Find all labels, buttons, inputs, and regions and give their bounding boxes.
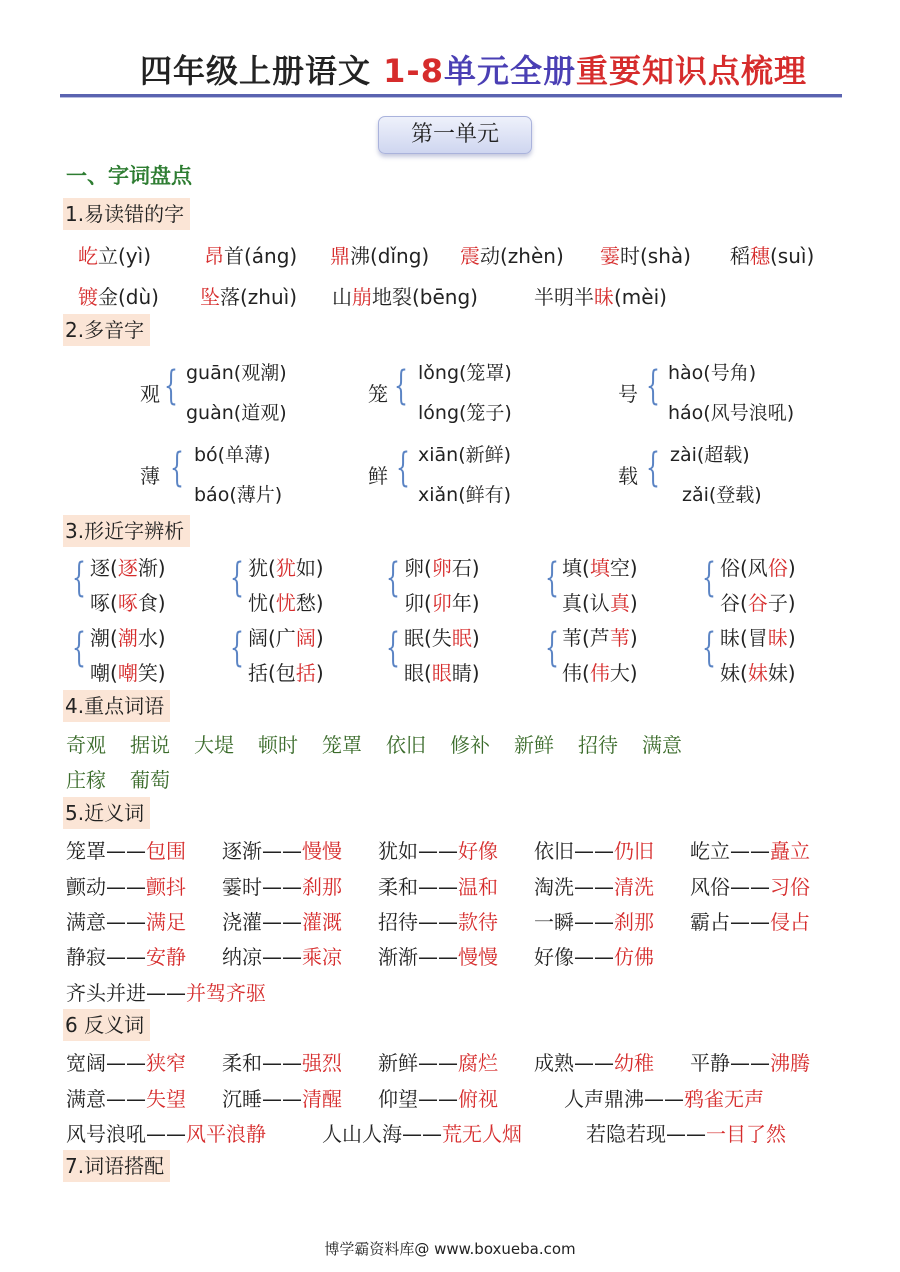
pair-partner: 荒无人烟 — [442, 1122, 522, 1146]
polyphonic-char: 笼 — [368, 382, 388, 406]
pair-dash: —— — [574, 1051, 614, 1075]
key-word: 葡萄 — [130, 768, 170, 792]
brace-icon: { — [396, 445, 410, 491]
pair-dash: —— — [574, 945, 614, 969]
polyphonic-option: zǎi(登载) — [682, 484, 762, 506]
pair-word: 若隐若现 — [586, 1122, 666, 1146]
pair-word: 犹如 — [378, 839, 418, 863]
pair-word: 齐头并进 — [66, 981, 146, 1005]
pair-dash: —— — [106, 839, 146, 863]
pair-partner: 幼稚 — [614, 1051, 654, 1075]
word-pair — [222, 941, 342, 970]
pair-partner: 腐烂 — [458, 1051, 498, 1075]
word-pair — [66, 906, 186, 935]
key-word: 招待 — [578, 733, 618, 757]
brace-icon: { — [72, 555, 86, 601]
pair-dash: —— — [730, 875, 770, 899]
title-divider — [60, 94, 842, 98]
misread-item: 屹立(yì) — [78, 244, 151, 268]
word-pair — [378, 906, 498, 935]
similar-pair-top: 昧(冒昧) — [720, 626, 796, 650]
misread-item: 震动(zhèn) — [460, 244, 564, 268]
pair-partner: 灌溉 — [302, 910, 342, 934]
misread-item: 半明半昧(mèi) — [534, 285, 667, 309]
word-pair — [534, 906, 654, 935]
pair-partner: 清洗 — [614, 875, 654, 899]
subhead-key-words: 4.重点词语 — [63, 690, 170, 722]
pair-word: 满意 — [66, 1087, 106, 1111]
pair-dash: —— — [730, 910, 770, 934]
pair-partner: 乘凉 — [302, 945, 342, 969]
word-pair — [66, 1083, 186, 1112]
key-words-row — [66, 764, 170, 793]
polyphonic-option: báo(薄片) — [194, 484, 283, 506]
pair-partner: 矗立 — [770, 839, 810, 863]
pair-word: 颤动 — [66, 875, 106, 899]
footer-source: 博学霸资料库@ www.boxueba.com — [324, 1240, 576, 1258]
polyphonic-option: guàn(道观) — [186, 402, 287, 424]
key-word: 顿时 — [258, 733, 298, 757]
word-pair — [378, 871, 498, 900]
brace-icon: { — [164, 363, 178, 409]
pair-partner: 一目了然 — [706, 1122, 786, 1146]
word-pair — [378, 941, 498, 970]
pair-word: 一瞬 — [534, 910, 574, 934]
polyphonic-option: zài(超载) — [670, 444, 750, 466]
pair-word: 好像 — [534, 945, 574, 969]
pair-word: 渐渐 — [378, 945, 418, 969]
key-word: 大堤 — [194, 733, 234, 757]
pair-word: 笼罩 — [66, 839, 106, 863]
pair-dash: —— — [730, 839, 770, 863]
pair-dash: —— — [262, 945, 302, 969]
key-word: 奇观 — [66, 733, 106, 757]
pair-partner: 慢慢 — [302, 839, 342, 863]
word-pair — [222, 1047, 342, 1076]
pair-word: 成熟 — [534, 1051, 574, 1075]
pair-dash: —— — [402, 1122, 442, 1146]
word-pair — [690, 1047, 810, 1076]
pair-partner: 满足 — [146, 910, 186, 934]
pair-dash: —— — [574, 875, 614, 899]
misread-item: 稻穗(suì) — [730, 244, 815, 268]
brace-icon: { — [386, 555, 400, 601]
word-pair — [378, 835, 498, 864]
title-part2: 1-8 — [383, 52, 444, 90]
key-word: 依旧 — [386, 733, 426, 757]
polyphonic-option: bó(单薄) — [194, 444, 271, 466]
pair-partner: 刹那 — [614, 910, 654, 934]
subhead-collocation: 7.词语搭配 — [63, 1150, 170, 1182]
key-word: 修补 — [450, 733, 490, 757]
similar-pair-top: 潮(潮水) — [90, 626, 166, 650]
pair-dash: —— — [730, 1051, 770, 1075]
pair-partner: 俯视 — [458, 1087, 498, 1111]
subhead-similar-chars: 3.形近字辨析 — [63, 515, 190, 547]
pair-partner: 沸腾 — [770, 1051, 810, 1075]
word-pair — [66, 835, 186, 864]
word-pair — [378, 1047, 498, 1076]
key-word: 新鲜 — [514, 733, 554, 757]
pair-partner: 仿佛 — [614, 945, 654, 969]
word-pair — [534, 1047, 654, 1076]
key-word: 笼罩 — [322, 733, 362, 757]
similar-pair-top: 逐(逐渐) — [90, 556, 166, 580]
brace-icon: { — [72, 625, 86, 671]
pair-partner: 风平浪静 — [186, 1122, 266, 1146]
key-words-row — [66, 729, 682, 758]
word-pair — [222, 1083, 342, 1112]
polyphonic-option: xiān(新鲜) — [418, 444, 512, 466]
pair-dash: —— — [418, 875, 458, 899]
similar-pair-top: 苇(芦苇) — [562, 626, 638, 650]
pair-word: 满意 — [66, 910, 106, 934]
polyphonic-char: 薄 — [140, 464, 160, 488]
pair-word: 逐渐 — [222, 839, 262, 863]
misread-item: 山崩地裂(bēng) — [332, 285, 478, 309]
polyphonic-char: 观 — [140, 382, 160, 406]
pair-dash: —— — [106, 1087, 146, 1111]
pair-partner: 好像 — [458, 839, 498, 863]
pair-word: 沉睡 — [222, 1087, 262, 1111]
similar-pair-bottom: 括(包括) — [248, 661, 324, 685]
pair-word: 仰望 — [378, 1087, 418, 1111]
brace-icon: { — [702, 625, 716, 671]
page-title — [140, 46, 807, 92]
pair-word: 新鲜 — [378, 1051, 418, 1075]
misread-item: 镀金(dù) — [78, 285, 159, 309]
subhead-synonyms: 5.近义词 — [63, 797, 150, 829]
subhead-antonyms: 6 反义词 — [63, 1009, 150, 1041]
similar-pair-bottom: 伟(伟大) — [562, 661, 638, 685]
word-pair — [222, 906, 342, 935]
misread-item: 鼎沸(dǐng) — [330, 244, 430, 268]
pair-partner: 慢慢 — [458, 945, 498, 969]
polyphonic-char: 载 — [618, 464, 638, 488]
similar-pair-bottom: 眼(眼睛) — [404, 661, 480, 685]
polyphonic-option: háo(风号浪吼) — [668, 402, 795, 424]
key-word: 庄稼 — [66, 768, 106, 792]
pair-word: 霸占 — [690, 910, 730, 934]
pair-word: 淘洗 — [534, 875, 574, 899]
word-pair — [690, 871, 810, 900]
pair-dash: —— — [106, 1051, 146, 1075]
brace-icon: { — [545, 555, 559, 601]
brace-icon: { — [230, 625, 244, 671]
misread-item: 昂首(áng) — [204, 244, 298, 268]
brace-icon: { — [545, 625, 559, 671]
pair-dash: —— — [418, 945, 458, 969]
brace-icon: { — [646, 363, 660, 409]
similar-pair-bottom: 谷(谷子) — [720, 591, 796, 615]
word-pair — [222, 871, 342, 900]
similar-pair-bottom: 真(认真) — [562, 591, 638, 615]
word-pair — [690, 906, 810, 935]
key-word: 满意 — [642, 733, 682, 757]
pair-dash: —— — [418, 910, 458, 934]
pair-word: 柔和 — [378, 875, 418, 899]
brace-icon: { — [170, 445, 184, 491]
brace-icon: { — [230, 555, 244, 601]
word-pair — [66, 977, 266, 1006]
similar-pair-top: 眠(失眠) — [404, 626, 480, 650]
pair-dash: —— — [146, 1122, 186, 1146]
pair-partner: 颤抖 — [146, 875, 186, 899]
subhead-easy-misread: 1.易读错的字 — [63, 198, 190, 230]
misread-item: 坠落(zhuì) — [200, 285, 298, 309]
pair-partner: 失望 — [146, 1087, 186, 1111]
polyphonic-char: 鲜 — [368, 464, 388, 488]
pair-word: 人声鼎沸 — [564, 1087, 644, 1111]
misread-item: 霎时(shà) — [600, 244, 691, 268]
polyphonic-option: xiǎn(鲜有) — [418, 484, 512, 506]
word-pair — [66, 1047, 186, 1076]
similar-pair-bottom: 妹(妹妹) — [720, 661, 796, 685]
pair-word: 人山人海 — [322, 1122, 402, 1146]
section-title: 一、字词盘点 — [66, 164, 192, 188]
pair-word: 屹立 — [690, 839, 730, 863]
word-pair — [322, 1118, 522, 1147]
polyphonic-char: 号 — [618, 382, 638, 406]
pair-dash: —— — [106, 945, 146, 969]
pair-word: 平静 — [690, 1051, 730, 1075]
pair-dash: —— — [418, 1087, 458, 1111]
title-part1: 四年级上册语文 — [140, 52, 384, 90]
similar-pair-top: 卵(卵石) — [404, 556, 480, 580]
pair-dash: —— — [418, 1051, 458, 1075]
pair-partner: 习俗 — [770, 875, 810, 899]
similar-pair-bottom: 嘲(嘲笑) — [90, 661, 166, 685]
polyphonic-option: lǒng(笼罩) — [418, 362, 512, 384]
pair-word: 柔和 — [222, 1051, 262, 1075]
word-pair — [534, 835, 654, 864]
pair-word: 依旧 — [534, 839, 574, 863]
pair-partner: 并驾齐驱 — [186, 981, 266, 1005]
pair-partner: 清醒 — [302, 1087, 342, 1111]
pair-partner: 刹那 — [302, 875, 342, 899]
key-word: 据说 — [130, 733, 170, 757]
similar-pair-top: 犹(犹如) — [248, 556, 324, 580]
unit-banner: 第一单元 — [378, 116, 532, 154]
pair-dash: —— — [262, 1051, 302, 1075]
pair-dash: —— — [418, 839, 458, 863]
word-pair — [534, 871, 654, 900]
pair-partner: 侵占 — [770, 910, 810, 934]
polyphonic-option: hào(号角) — [668, 362, 757, 384]
pair-word: 招待 — [378, 910, 418, 934]
word-pair — [66, 1118, 266, 1147]
pair-partner: 鸦雀无声 — [684, 1087, 764, 1111]
similar-pair-top: 阔(广阔) — [248, 626, 324, 650]
pair-word: 风号浪吼 — [66, 1122, 146, 1146]
pair-dash: —— — [262, 839, 302, 863]
title-part3: 单元全册 — [443, 52, 576, 90]
similar-pair-top: 填(填空) — [562, 556, 638, 580]
pair-dash: —— — [262, 875, 302, 899]
pair-dash: —— — [262, 910, 302, 934]
word-pair — [586, 1118, 786, 1147]
pair-dash: —— — [644, 1087, 684, 1111]
word-pair — [66, 871, 186, 900]
pair-dash: —— — [106, 910, 146, 934]
pair-dash: —— — [262, 1087, 302, 1111]
similar-pair-bottom: 啄(啄食) — [90, 591, 166, 615]
pair-word: 宽阔 — [66, 1051, 106, 1075]
title-part4: 重要知识点梳理 — [575, 52, 807, 90]
pair-word: 静寂 — [66, 945, 106, 969]
pair-word: 浇灌 — [222, 910, 262, 934]
pair-partner: 强烈 — [302, 1051, 342, 1075]
pair-partner: 安静 — [146, 945, 186, 969]
word-pair — [564, 1083, 764, 1112]
polyphonic-option: guān(观潮) — [186, 362, 287, 384]
similar-pair-bottom: 卯(卯年) — [404, 591, 480, 615]
word-pair — [690, 835, 810, 864]
pair-word: 霎时 — [222, 875, 262, 899]
pair-dash: —— — [146, 981, 186, 1005]
pair-word: 风俗 — [690, 875, 730, 899]
pair-partner: 仍旧 — [614, 839, 654, 863]
polyphonic-option: lóng(笼子) — [418, 402, 512, 424]
word-pair — [66, 941, 186, 970]
brace-icon: { — [386, 625, 400, 671]
brace-icon: { — [394, 363, 408, 409]
brace-icon: { — [646, 445, 660, 491]
pair-partner: 温和 — [458, 875, 498, 899]
pair-partner: 狭窄 — [146, 1051, 186, 1075]
pair-dash: —— — [574, 910, 614, 934]
pair-dash: —— — [666, 1122, 706, 1146]
word-pair — [534, 941, 654, 970]
word-pair — [222, 835, 342, 864]
similar-pair-top: 俗(风俗) — [720, 556, 796, 580]
pair-partner: 包围 — [146, 839, 186, 863]
pair-dash: —— — [106, 875, 146, 899]
word-pair — [378, 1083, 498, 1112]
pair-partner: 款待 — [458, 910, 498, 934]
pair-word: 纳凉 — [222, 945, 262, 969]
subhead-polyphonic: 2.多音字 — [63, 314, 150, 346]
similar-pair-bottom: 忧(忧愁) — [248, 591, 324, 615]
brace-icon: { — [702, 555, 716, 601]
pair-dash: —— — [574, 839, 614, 863]
